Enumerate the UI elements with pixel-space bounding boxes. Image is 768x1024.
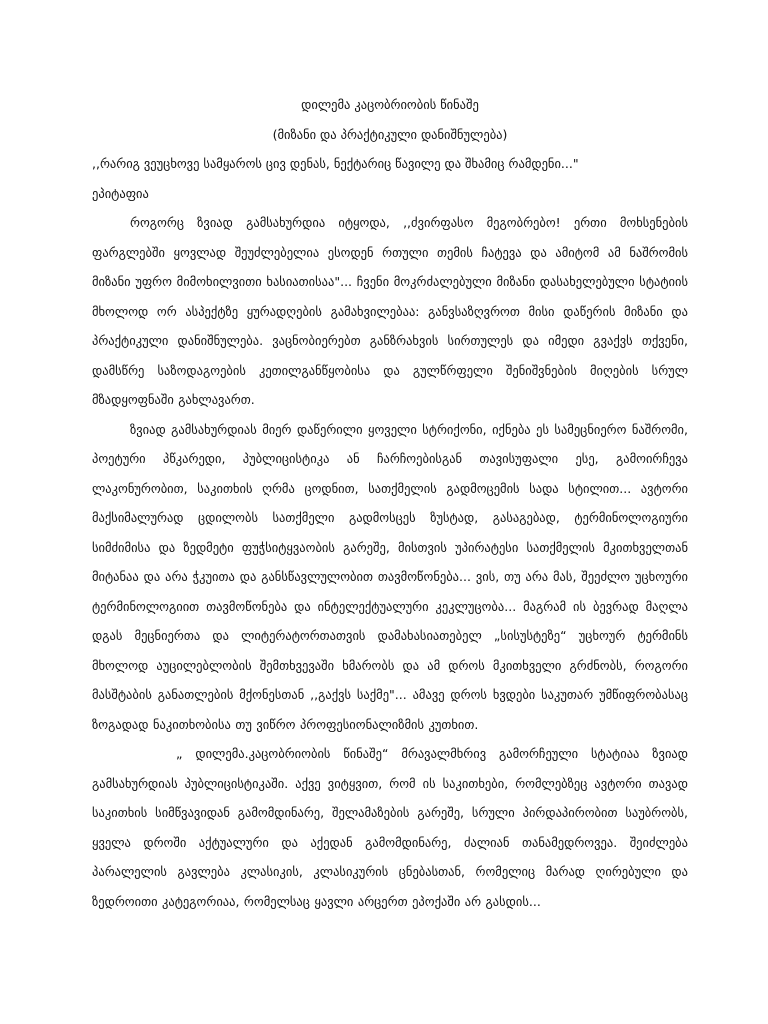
paragraph-2: ზვიად გამსახურდიას მიერ დაწერილი ყოველი სტრიქონი, იქნება ეს სამეცნიერო ნაშრომი, პოეტური პწკარედი, პუბლიცისტიკა ან ჩარჩოებისგან თავისუფალი ესე, გამოირჩევა ლაკონურობით, საკითხის ღრმა ცოდნით, სათქმელის გადმოცემის სადა სტილით... ავტორი მაქსიმალურად ცდილობს სათქმელი გადმოსცეს ზუსტად, გასაგებად, ტერმინოლოგიური სიმძიმისა და ზედმეტი ფუჭსიტყვაობის გარეშე, მისთვის უპირატესი სათქმელის მკითხველთან მიტანაა და არა ჭკუითა და განსწავლულობით თავმოწონება... ვის, თუ არა მას, შეეძლო უცხოური ტერმინოლოგიით თავმოწონება და ინტელექტუალური კეკლუცობა... მაგრამ ის ბევრად მაღლა დგას მეცნიერთა და ლიტერატორთათვის დამახასიათებელ „სისუსტეზე“ უცხოურ ტერმინს მხოლოდ აუცილებლობის შემთხვევაში ხმარობს და ამ დროს მკითხველი გრძნობს, როგორი მასშტაბის განათლების მქონესთან ,,გაქვს საქმე"... ამავე დროს ხვდები საკუთარ უმწიფრობასაც ზოგადად ნაკითხობისა თუ ვიწრო პროფესიონალიზმის კუთხით. [92,421,688,732]
document-subtitle: (მიზანი და პრაქტიკული დანიშნულება) [272,126,508,142]
paragraph-3: „ დილემა.კაცობრიობის წინაშე“ მრავალმხრივ გამორჩეული სტატიაა ზვიად გამსახურდიას პუბლიცისტიკაში. აქვე ვიტყვით, რომ ის საკითხები, რომლებზეც ავტორი თავად საკითხის სიმწვავიდან გამომდინარე, შელამაზების გარეშე, სრული პირდაპირობით საუბრობს, ყველა დროში აქტუალური და აქედან გამომდინარე, ძალიან თანამედროვეა. შეიძლება პარალელის გავლება კლასიკის, კლასიკურის ცნებასთან, რომელიც მარად ღირებული და ზედროითი კატეგორიაა, რომელსაც ყავლი არცერთ ეპოქაში არ გასდის... [92,746,688,909]
paragraph-1: როგორც ზვიად გამსახურდია იტყოდა, ,,ძვირფასო მეგობრებო! ერთი მოხსენების ფარგლებში ყოვლად შეუძლებელია ესოდენ რთული თემის ჩატევა და ამიტომ ამ ნაშრომის მიზანი უფრო მიმოხილვითი ხასიათისაა"... ჩვენი მოკრძალებული მიზანი დასახელებული სტატიის მხოლოდ ორ ასპექტზე ყურადღების გამახვილებაა: განვსაზღვროთ მისი დაწერის მიზანი და პრაქტიკული დანიშნულება. ვაცნობიერებთ განზრახვის სირთულეს და იმედი გვაქვს თქვენი, დამსწრე საზოდაგოების კეთილგანწყობისა და გულწრფელი შენიშვნების მიღების სრულ მზადყოფნაში გახლავართ. [92,215,688,407]
document-title: დილემა კაცობრიობის წინაშე [301,97,479,112]
document-body [92,90,688,916]
epigraph: ,,რარიგ ვეუცხოვე სამყაროს ცივ დენას, ნექტარიც წავილე და შხამიც რამდენი..." [92,156,579,171]
epigraph-label: ეპიტაფია [92,185,149,201]
